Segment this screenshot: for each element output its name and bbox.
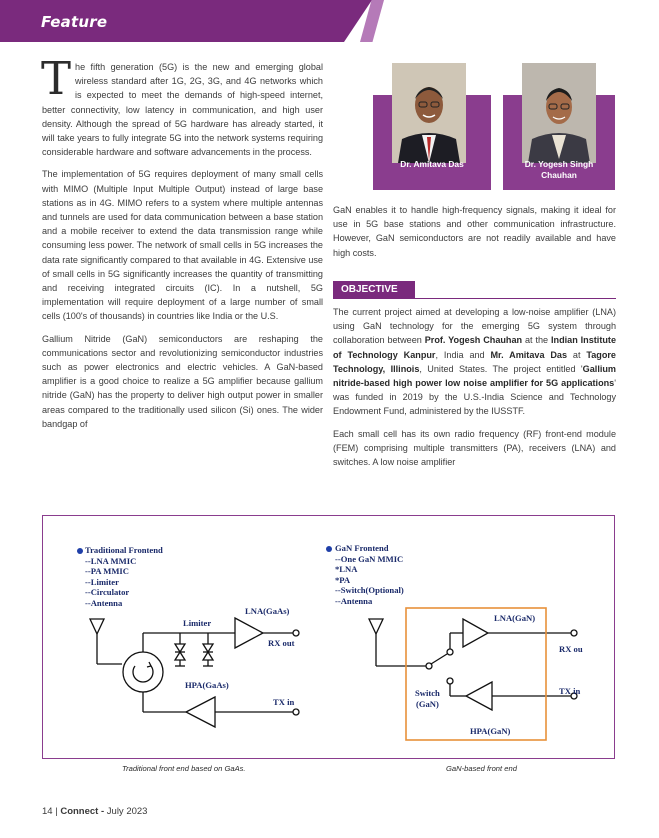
frontend-comparison-figure [42, 515, 615, 759]
rx-out-label: RX out [268, 638, 295, 648]
page-number: 14 [42, 806, 53, 817]
limiter-label: Limiter [183, 618, 212, 628]
left-column [41, 52, 323, 439]
right-column-lower [333, 305, 616, 477]
portrait-amitava-das [373, 95, 491, 190]
drop-cap: T [41, 52, 72, 105]
portrait-yogesh-chauhan [503, 95, 615, 190]
issue-date: July 2023 [106, 806, 148, 817]
portrait-photo [392, 63, 466, 163]
intro-paragraph [41, 52, 323, 159]
hpa-gaas-label: HPA(GaAs) [185, 680, 229, 690]
right-column [333, 203, 616, 268]
objective-paragraph: The current project aimed at developing a low-noise amplifier (LNA) using GaN technology for the emerging 5G system through collaboration between Prof. Yogesh Chauhan at the Indian Institute of Technology Kanpur, India and Mr. Amitava Das at Tagore Technology, Illinois, United States. The project entitled 'Gallium nitride-based high power low noise amplifier for 5G applications' was funded in 2019 by the U.S.-India Science and Technology Endowment Fund, administered by the IUSSTF. [333, 307, 617, 417]
lna-gaas-label: LNA(GaAs) [245, 606, 290, 616]
mimo-paragraph: The implementation of 5G requires deployment of many small cells with MIMO (Multiple Input Multiple Output) instead of large base stations as in 4G. MIMO refers to a system where multiple antennas and tunnels are used for data communication between a base station and a mobile receiver to extend the data transmission range while consuming less power. The network of small cells in 5G increases the data rate significantly compared to that available in 4G. Extensive use of small cells in 5G significantly increases the quantity of transmitting and receiving integrated circuits (IC). In a nutshell, 5G implementation will require deployment of a large number of small cells (100's of thousands) in countries like India or the U.S. [42, 169, 323, 322]
objective-heading [333, 281, 616, 299]
hpa-gan-label: HPA(GaN) [470, 726, 511, 736]
magazine-name: Connect - [60, 806, 105, 817]
gan-mmic-box [406, 608, 546, 740]
objective-label: OBJECTIVE [333, 281, 415, 299]
page-footer [42, 806, 147, 817]
lna-gan-label: LNA(GaN) [494, 613, 536, 623]
left-legend: Traditional Frontend --LNA MMIC --PA MMIC --Limiter --Circulator --Antenna [85, 545, 163, 608]
right-legend: GaN Frontend --One GaN MMIC *LNA *PA --Switch(Optional) --Antenna [335, 543, 404, 606]
tx-in-gan-label: TX in [559, 686, 581, 696]
rx-ou-label: RX ou [559, 644, 583, 654]
footer-separator: | [55, 806, 58, 817]
objective-rule [333, 298, 616, 299]
section-title: Feature [41, 13, 108, 31]
tx-in-label: TX in [273, 697, 295, 707]
right-figure-caption: GaN-based front end [446, 764, 517, 773]
gan-bandgap-paragraph: GaN enables it to handle high-frequency signals, making it ideal for use in 5G base stations and other communication infrastructure. However, GaN semiconductors are not readily available and have high costs. [333, 205, 616, 258]
gan-paragraph: Gallium Nitride (GaN) semiconductors are reshaping the communications sector and revolutionizing semiconductor industries such as power electronics and electric vehicles. A GaN-based amplifier is a good choice to realize a 5G amplifier because gallium nitride (GaN) has the property to deliver high output power in smaller areas compared to the traditionally used silicon (Si) ones. The wider bandgap of [42, 333, 323, 429]
header-bar [0, 0, 659, 42]
intro-text: he fifth generation (5G) is the new and emerging global wireless standard after 1G, 2G, 3G, and 4G networks which is expected to meet the demands of high-speed internet, better connectivity, low latency in communication, and high user density. Although the spread of 5G hardware has already started, it will take years to fully integrate 5G into the network systems requiring considerable hardware and software advancements in the process. [42, 62, 323, 158]
switch-label: Switch (GaN) [415, 688, 440, 709]
small-cell-paragraph: Each small cell has its own radio frequency (RF) front-end module (FEM) comprising multiple transmitters (PA), receivers (LNA) and switches. A low noise amplifier [333, 428, 616, 468]
portrait-name: Dr. Amitava Das [400, 159, 464, 169]
portrait-photo [522, 63, 596, 163]
portrait-name: Dr. Yogesh Singh Chauhan [524, 159, 594, 180]
left-figure-caption: Traditional front end based on GaAs. [122, 764, 246, 773]
